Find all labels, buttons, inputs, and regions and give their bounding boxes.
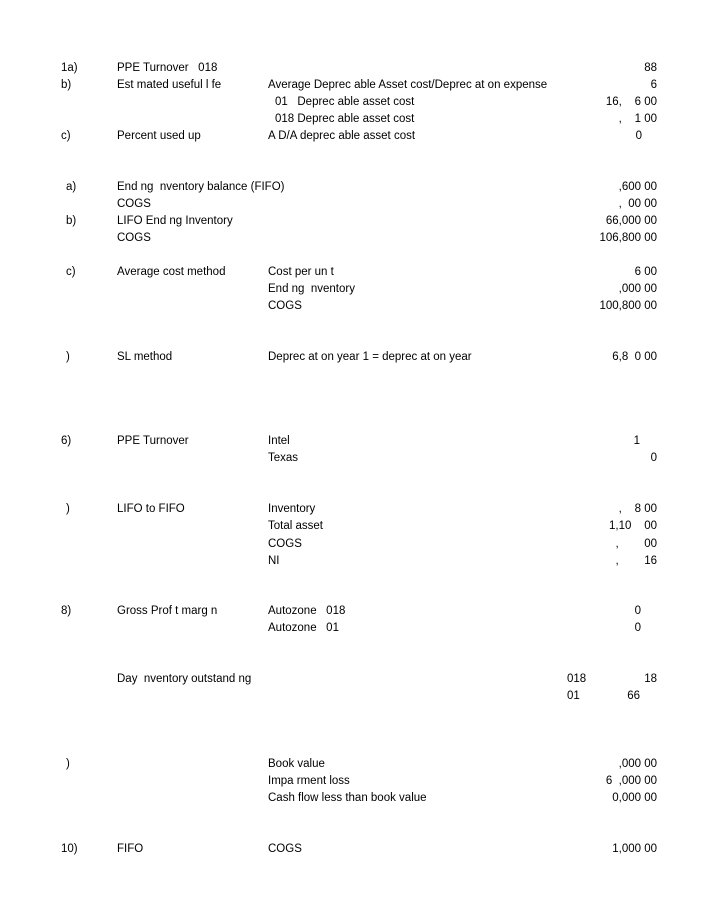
table-row [0, 553, 714, 570]
table-row [0, 790, 714, 807]
item-label: PPE Turnover 018 [117, 62, 218, 74]
table-row [0, 501, 714, 518]
item-label: PPE Turnover [117, 435, 189, 447]
item-label: Average cost method [117, 266, 226, 278]
item-label: FIFO [117, 843, 144, 855]
item-label: End ng nventory balance (FIFO) [117, 181, 285, 193]
table-row [0, 603, 714, 620]
table-row [0, 196, 714, 213]
item-number: c) [66, 266, 76, 278]
item-label: Day nventory outstand ng [117, 673, 252, 685]
item-value: 6 [650, 79, 657, 91]
item-value: 66,000 00 [605, 215, 657, 227]
table-row [0, 773, 714, 790]
item-description: Inventory [268, 503, 316, 515]
item-description: COGS [268, 538, 302, 550]
item-number: 1a) [61, 62, 78, 74]
item-label: Est mated useful l fe [117, 79, 222, 91]
table-row [0, 94, 714, 111]
table-row [0, 230, 714, 247]
table-row [0, 281, 714, 298]
item-number: ) [66, 351, 70, 363]
item-value: 88 [644, 62, 657, 74]
item-value: ,600 00 [618, 181, 657, 193]
table-row [0, 671, 714, 688]
item-number: b) [61, 79, 72, 91]
item-description: Average Deprec able Asset cost/Deprec at on expense [268, 79, 548, 91]
table-row [0, 77, 714, 94]
item-description: End ng nventory [268, 283, 355, 295]
item-value: 6 00 [634, 266, 657, 278]
item-value: 1,000 00 [612, 843, 657, 855]
item-value: , 00 [615, 538, 657, 550]
item-number: c) [61, 130, 71, 142]
item-number: 6) [61, 435, 72, 447]
item-value: 0,000 00 [612, 792, 657, 804]
item-description: Autozone 01 [268, 622, 339, 634]
item-number: b) [66, 215, 77, 227]
table-row [0, 60, 714, 77]
item-description: Total asset [268, 520, 323, 532]
item-description: Intel [268, 435, 290, 447]
item-label: COGS [117, 232, 151, 244]
item-number: ) [66, 758, 70, 770]
table-row [0, 111, 714, 128]
item-value: ,000 00 [618, 758, 657, 770]
item-description: Deprec at on year 1 = deprec at on year [268, 351, 472, 363]
item-value: 6,8 0 00 [612, 351, 657, 363]
item-value: , 00 00 [618, 198, 657, 210]
item-label: COGS [117, 198, 151, 210]
item-value: ,000 00 [618, 283, 657, 295]
table-row [0, 213, 714, 230]
item-description: COGS [268, 300, 302, 312]
item-description: Texas [268, 452, 299, 464]
item-value: 66 [627, 690, 640, 702]
item-description: Autozone 018 [268, 605, 346, 617]
item-value: 0 [635, 130, 642, 142]
table-row [0, 518, 714, 535]
item-value: 1 [633, 435, 640, 447]
item-value: , 16 [615, 555, 657, 567]
table-row [0, 450, 714, 467]
item-label: LIFO to FIFO [117, 503, 185, 515]
item-number: 8) [61, 605, 72, 617]
item-value: , 8 00 [618, 503, 657, 515]
table-row [0, 433, 714, 450]
item-description: 018 Deprec able asset cost [275, 113, 415, 125]
table-row [0, 179, 714, 196]
item-value: 0 [634, 622, 641, 634]
item-number: ) [66, 503, 70, 515]
table-row [0, 536, 714, 553]
item-label: Percent used up [117, 130, 201, 142]
item-value: 6 ,000 00 [605, 775, 657, 787]
item-number: a) [66, 181, 77, 193]
table-row [0, 620, 714, 637]
table-row [0, 128, 714, 145]
item-year: 018 [567, 673, 587, 685]
table-row [0, 349, 714, 366]
item-description: Cost per un t [268, 266, 334, 278]
item-value: 100,800 00 [599, 300, 657, 312]
item-value: 0 [634, 605, 641, 617]
table-row [0, 298, 714, 315]
table-row [0, 841, 714, 858]
item-value: 18 [644, 673, 657, 685]
item-description: 01 Deprec able asset cost [275, 96, 415, 108]
item-value: 106,800 00 [599, 232, 657, 244]
item-label: LIFO End ng Inventory [117, 215, 233, 227]
item-description: A D/A deprec able asset cost [268, 130, 416, 142]
item-number: 10) [61, 843, 78, 855]
item-value: , 1 00 [618, 113, 657, 125]
item-value: 0 [650, 452, 657, 464]
item-year: 01 [567, 690, 580, 702]
item-label: Gross Prof t marg n [117, 605, 218, 617]
item-value: 16, 6 00 [605, 96, 657, 108]
table-row [0, 756, 714, 773]
item-description: Cash flow less than book value [268, 792, 427, 804]
item-description: Book value [268, 758, 325, 770]
item-description: Impa rment loss [268, 775, 350, 787]
item-description: COGS [268, 843, 302, 855]
item-description: NI [268, 555, 280, 567]
table-row [0, 264, 714, 281]
item-label: SL method [117, 351, 173, 363]
table-row [0, 688, 714, 705]
item-value: 1,10 00 [609, 520, 657, 532]
